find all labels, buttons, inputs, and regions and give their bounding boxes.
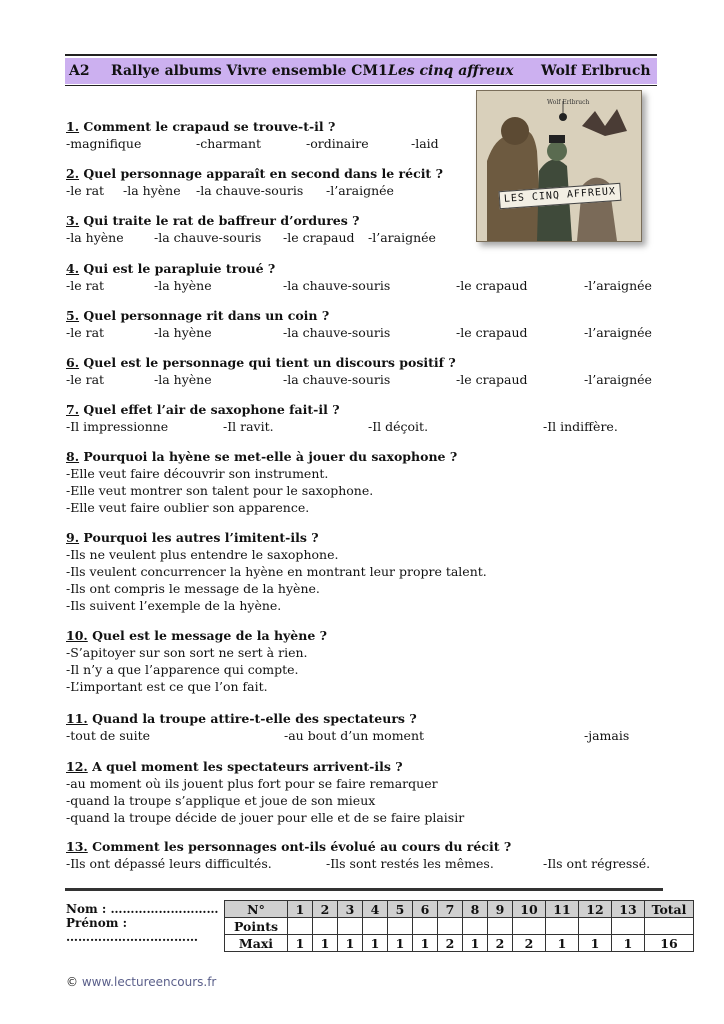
question-number: 9.: [66, 530, 80, 545]
score-header-cell: 12: [579, 901, 612, 918]
answer-option[interactable]: -la hyène: [66, 230, 124, 245]
question-10: [66, 627, 656, 695]
points-cell[interactable]: [313, 918, 338, 935]
answer-option[interactable]: -l’araignée: [584, 325, 652, 340]
answer-option[interactable]: -Elle veut montrer son talent pour le saxophone.: [66, 483, 374, 498]
question-number: 1.: [66, 119, 80, 134]
question-title: [66, 710, 656, 727]
question-7: [66, 401, 656, 435]
answer-options: [66, 135, 656, 152]
question-title: [66, 165, 656, 182]
score-header-cell: 11: [546, 901, 579, 918]
answer-option[interactable]: -Il indiffère.: [543, 419, 618, 434]
question-1: [66, 118, 656, 152]
question-number: 12.: [66, 759, 88, 774]
points-cell[interactable]: [513, 918, 546, 935]
score-table: [224, 900, 694, 952]
score-header-cell: 13: [612, 901, 645, 918]
points-cell[interactable]: [612, 918, 645, 935]
score-header-cell: 9: [488, 901, 513, 918]
answer-option[interactable]: -S’apitoyer sur son sort ne sert à rien.: [66, 645, 308, 660]
question-text: Qui traite le rat de baffreur d’ordures ?: [79, 213, 360, 228]
maxi-cell: 1: [546, 935, 579, 952]
question-title: [66, 529, 656, 546]
answer-option[interactable]: -quand la troupe décide de jouer pour elle et de se faire plaisir: [66, 810, 465, 825]
author-name: Wolf Erlbruch: [541, 63, 651, 79]
answer-option[interactable]: -Il ravit.: [223, 419, 274, 434]
score-header-cell: Total: [645, 901, 694, 918]
question-4: [66, 260, 656, 294]
book-title: Les cinq affreux: [388, 63, 514, 79]
points-cell[interactable]: [488, 918, 513, 935]
answer-option[interactable]: -Ils veulent concurrencer la hyène en montrant leur propre talent.: [66, 564, 487, 579]
answer-option[interactable]: -la chauve-souris: [196, 183, 304, 198]
answer-option[interactable]: -le crapaud: [456, 325, 528, 340]
maxi-label: Maxi: [225, 935, 288, 952]
answer-option[interactable]: -la chauve-souris: [283, 372, 391, 387]
points-cell[interactable]: [463, 918, 488, 935]
answer-option[interactable]: -la chauve-souris: [154, 230, 262, 245]
question-text: Quel effet l’air de saxophone fait-il ?: [79, 402, 340, 417]
answer-options: [66, 727, 656, 744]
question-number: 8.: [66, 449, 80, 464]
answer-option[interactable]: -ordinaire: [306, 136, 369, 151]
question-title: [66, 212, 656, 229]
rallye-label: Rallye albums Vivre ensemble CM1: [111, 63, 388, 79]
answer-option[interactable]: -l’araignée: [368, 230, 436, 245]
answer-option[interactable]: -l’araignée: [326, 183, 394, 198]
answer-option[interactable]: -Elle veut faire découvrir son instrument.: [66, 466, 329, 481]
points-cell[interactable]: [413, 918, 438, 935]
answer-option[interactable]: -la chauve-souris: [283, 325, 391, 340]
answer-option[interactable]: -Il déçoit.: [368, 419, 429, 434]
question-number: 13.: [66, 839, 88, 854]
answer-options: [66, 371, 656, 388]
answer-option[interactable]: -le rat: [66, 183, 105, 198]
maxi-cell: 2: [438, 935, 463, 952]
answer-option[interactable]: -au moment où ils jouent plus fort pour se faire remarquer: [66, 776, 438, 791]
answer-options: [66, 855, 656, 872]
prenom-field[interactable]: ……………………………: [66, 930, 198, 944]
question-9: [66, 529, 656, 614]
student-info: [66, 902, 218, 944]
score-maxi-row: [225, 935, 694, 952]
question-number: 10.: [66, 628, 88, 643]
score-header-cell: 6: [413, 901, 438, 918]
level-label: A2: [69, 63, 90, 79]
answer-option[interactable]: -au bout d’un moment: [284, 728, 425, 743]
copyright-symbol: ©: [66, 975, 78, 989]
score-header-row: [225, 901, 694, 918]
question-number: 6.: [66, 355, 80, 370]
prenom-label: Prénom :: [66, 916, 128, 930]
question-number: 2.: [66, 166, 80, 181]
question-text: Pourquoi les autres l’imitent-ils ?: [79, 530, 319, 545]
score-header-cell: 8: [463, 901, 488, 918]
answer-option[interactable]: -l’araignée: [584, 372, 652, 387]
nom-field[interactable]: Nom : ………………………: [66, 902, 219, 916]
header-bar: [65, 58, 657, 84]
answer-option[interactable]: -jamais: [584, 728, 630, 743]
answer-option[interactable]: -la hyène: [123, 183, 181, 198]
score-header-label: N°: [225, 901, 288, 918]
question-title: [66, 401, 656, 418]
copyright-footer: [66, 975, 216, 989]
question-11: [66, 710, 656, 744]
question-text: Comment le crapaud se trouve-t-il ?: [79, 119, 336, 134]
question-title: [66, 307, 656, 324]
answer-option[interactable]: -Il n’y a que l’apparence qui compte.: [66, 662, 299, 677]
question-text: Quel est le personnage qui tient un discours positif ?: [79, 355, 456, 370]
score-header-cell: 7: [438, 901, 463, 918]
answer-option[interactable]: -quand la troupe s’applique et joue de son mieux: [66, 793, 376, 808]
question-2: [66, 165, 656, 199]
points-cell[interactable]: [363, 918, 388, 935]
question-text: Quand la troupe attire-t-elle des spectateurs ?: [87, 711, 417, 726]
answer-option[interactable]: -Ils sont restés les mêmes.: [326, 856, 494, 871]
answer-option[interactable]: -Ils ont compris le message de la hyène.: [66, 581, 320, 596]
question-text: Quel personnage apparaît en second dans le récit ?: [79, 166, 443, 181]
question-number: 5.: [66, 308, 80, 323]
question-text: Comment les personnages ont-ils évolué au cours du récit ?: [87, 839, 512, 854]
points-cell[interactable]: [438, 918, 463, 935]
maxi-cell: 2: [488, 935, 513, 952]
answer-option[interactable]: -le crapaud: [456, 278, 528, 293]
points-cell[interactable]: [645, 918, 694, 935]
question-text: Pourquoi la hyène se met-elle à jouer du saxophone ?: [79, 449, 458, 464]
answer-option[interactable]: -tout de suite: [66, 728, 151, 743]
maxi-cell: 1: [463, 935, 488, 952]
points-cell[interactable]: [579, 918, 612, 935]
answer-option[interactable]: -Ils ne veulent plus entendre le saxophone.: [66, 547, 339, 562]
points-label: Points: [225, 918, 288, 935]
maxi-cell: 2: [513, 935, 546, 952]
answer-options: [66, 418, 656, 435]
answer-option[interactable]: -le crapaud: [283, 230, 355, 245]
maxi-cell: 1: [338, 935, 363, 952]
answer-option[interactable]: -L’important est ce que l’on fait.: [66, 679, 268, 694]
website-link[interactable]: www.lectureencours.fr: [81, 975, 217, 989]
answer-option[interactable]: -le rat: [66, 325, 105, 340]
answer-options: [66, 324, 656, 341]
answer-option[interactable]: -le rat: [66, 278, 105, 293]
question-6: [66, 354, 656, 388]
score-header-cell: 4: [363, 901, 388, 918]
answer-option[interactable]: -la hyène: [154, 325, 212, 340]
answer-option[interactable]: -Ils ont dépassé leurs difficultés.: [66, 856, 272, 871]
question-text: Quel personnage rit dans un coin ?: [79, 308, 330, 323]
answer-option[interactable]: -le crapaud: [456, 372, 528, 387]
header-bottom-rule: [65, 85, 657, 86]
maxi-cell: 1: [313, 935, 338, 952]
footer-rule: [65, 888, 663, 891]
question-title: [66, 448, 656, 465]
answer-option[interactable]: -la chauve-souris: [283, 278, 391, 293]
score-header-cell: 10: [513, 901, 546, 918]
score-header-cell: 3: [338, 901, 363, 918]
points-cell[interactable]: [388, 918, 413, 935]
answer-options: [66, 182, 656, 199]
answer-options: [66, 277, 656, 294]
maxi-cell: 1: [579, 935, 612, 952]
question-number: 3.: [66, 213, 80, 228]
score-header-cell: 1: [288, 901, 313, 918]
question-number: 4.: [66, 261, 80, 276]
answer-option[interactable]: -la hyène: [154, 372, 212, 387]
question-title: [66, 118, 656, 135]
question-text: Qui est le parapluie troué ?: [79, 261, 276, 276]
maxi-cell: 1: [288, 935, 313, 952]
answer-option[interactable]: -le rat: [66, 372, 105, 387]
maxi-cell: 1: [612, 935, 645, 952]
question-text: A quel moment les spectateurs arrivent-ils ?: [87, 759, 403, 774]
question-title: [66, 838, 656, 855]
answer-options: [66, 229, 656, 246]
question-title: [66, 758, 656, 775]
question-12: [66, 758, 656, 826]
answer-option[interactable]: -la hyène: [154, 278, 212, 293]
cover-author: Wolf Erlbruch: [547, 99, 590, 106]
header-top-rule: [65, 54, 657, 56]
question-title: [66, 627, 656, 644]
question-5: [66, 307, 656, 341]
answer-option[interactable]: -Elle veut faire oublier son apparence.: [66, 500, 310, 515]
cover-title: LES CINQ AFFREUX: [499, 183, 622, 209]
answer-option[interactable]: -charmant: [196, 136, 262, 151]
answer-option[interactable]: -Il impressionne: [66, 419, 169, 434]
points-cell[interactable]: [338, 918, 363, 935]
answer-option[interactable]: -Ils suivent l’exemple de la hyène.: [66, 598, 282, 613]
question-title: [66, 354, 656, 371]
question-text: Quel est le message de la hyène ?: [87, 628, 327, 643]
maxi-cell: 16: [645, 935, 694, 952]
maxi-cell: 1: [363, 935, 388, 952]
question-title: [66, 260, 656, 277]
question-13: [66, 838, 656, 872]
score-header-cell: 2: [313, 901, 338, 918]
score-header-cell: 5: [388, 901, 413, 918]
question-3: [66, 212, 656, 246]
score-points-row: [225, 918, 694, 935]
maxi-cell: 1: [388, 935, 413, 952]
question-8: [66, 448, 656, 516]
points-cell[interactable]: [546, 918, 579, 935]
answer-option[interactable]: -Ils ont régressé.: [543, 856, 651, 871]
answer-option[interactable]: -magnifique: [66, 136, 142, 151]
points-cell[interactable]: [288, 918, 313, 935]
maxi-cell: 1: [413, 935, 438, 952]
answer-option[interactable]: -laid: [411, 136, 439, 151]
question-number: 11.: [66, 711, 88, 726]
answer-option[interactable]: -l’araignée: [584, 278, 652, 293]
question-number: 7.: [66, 402, 80, 417]
